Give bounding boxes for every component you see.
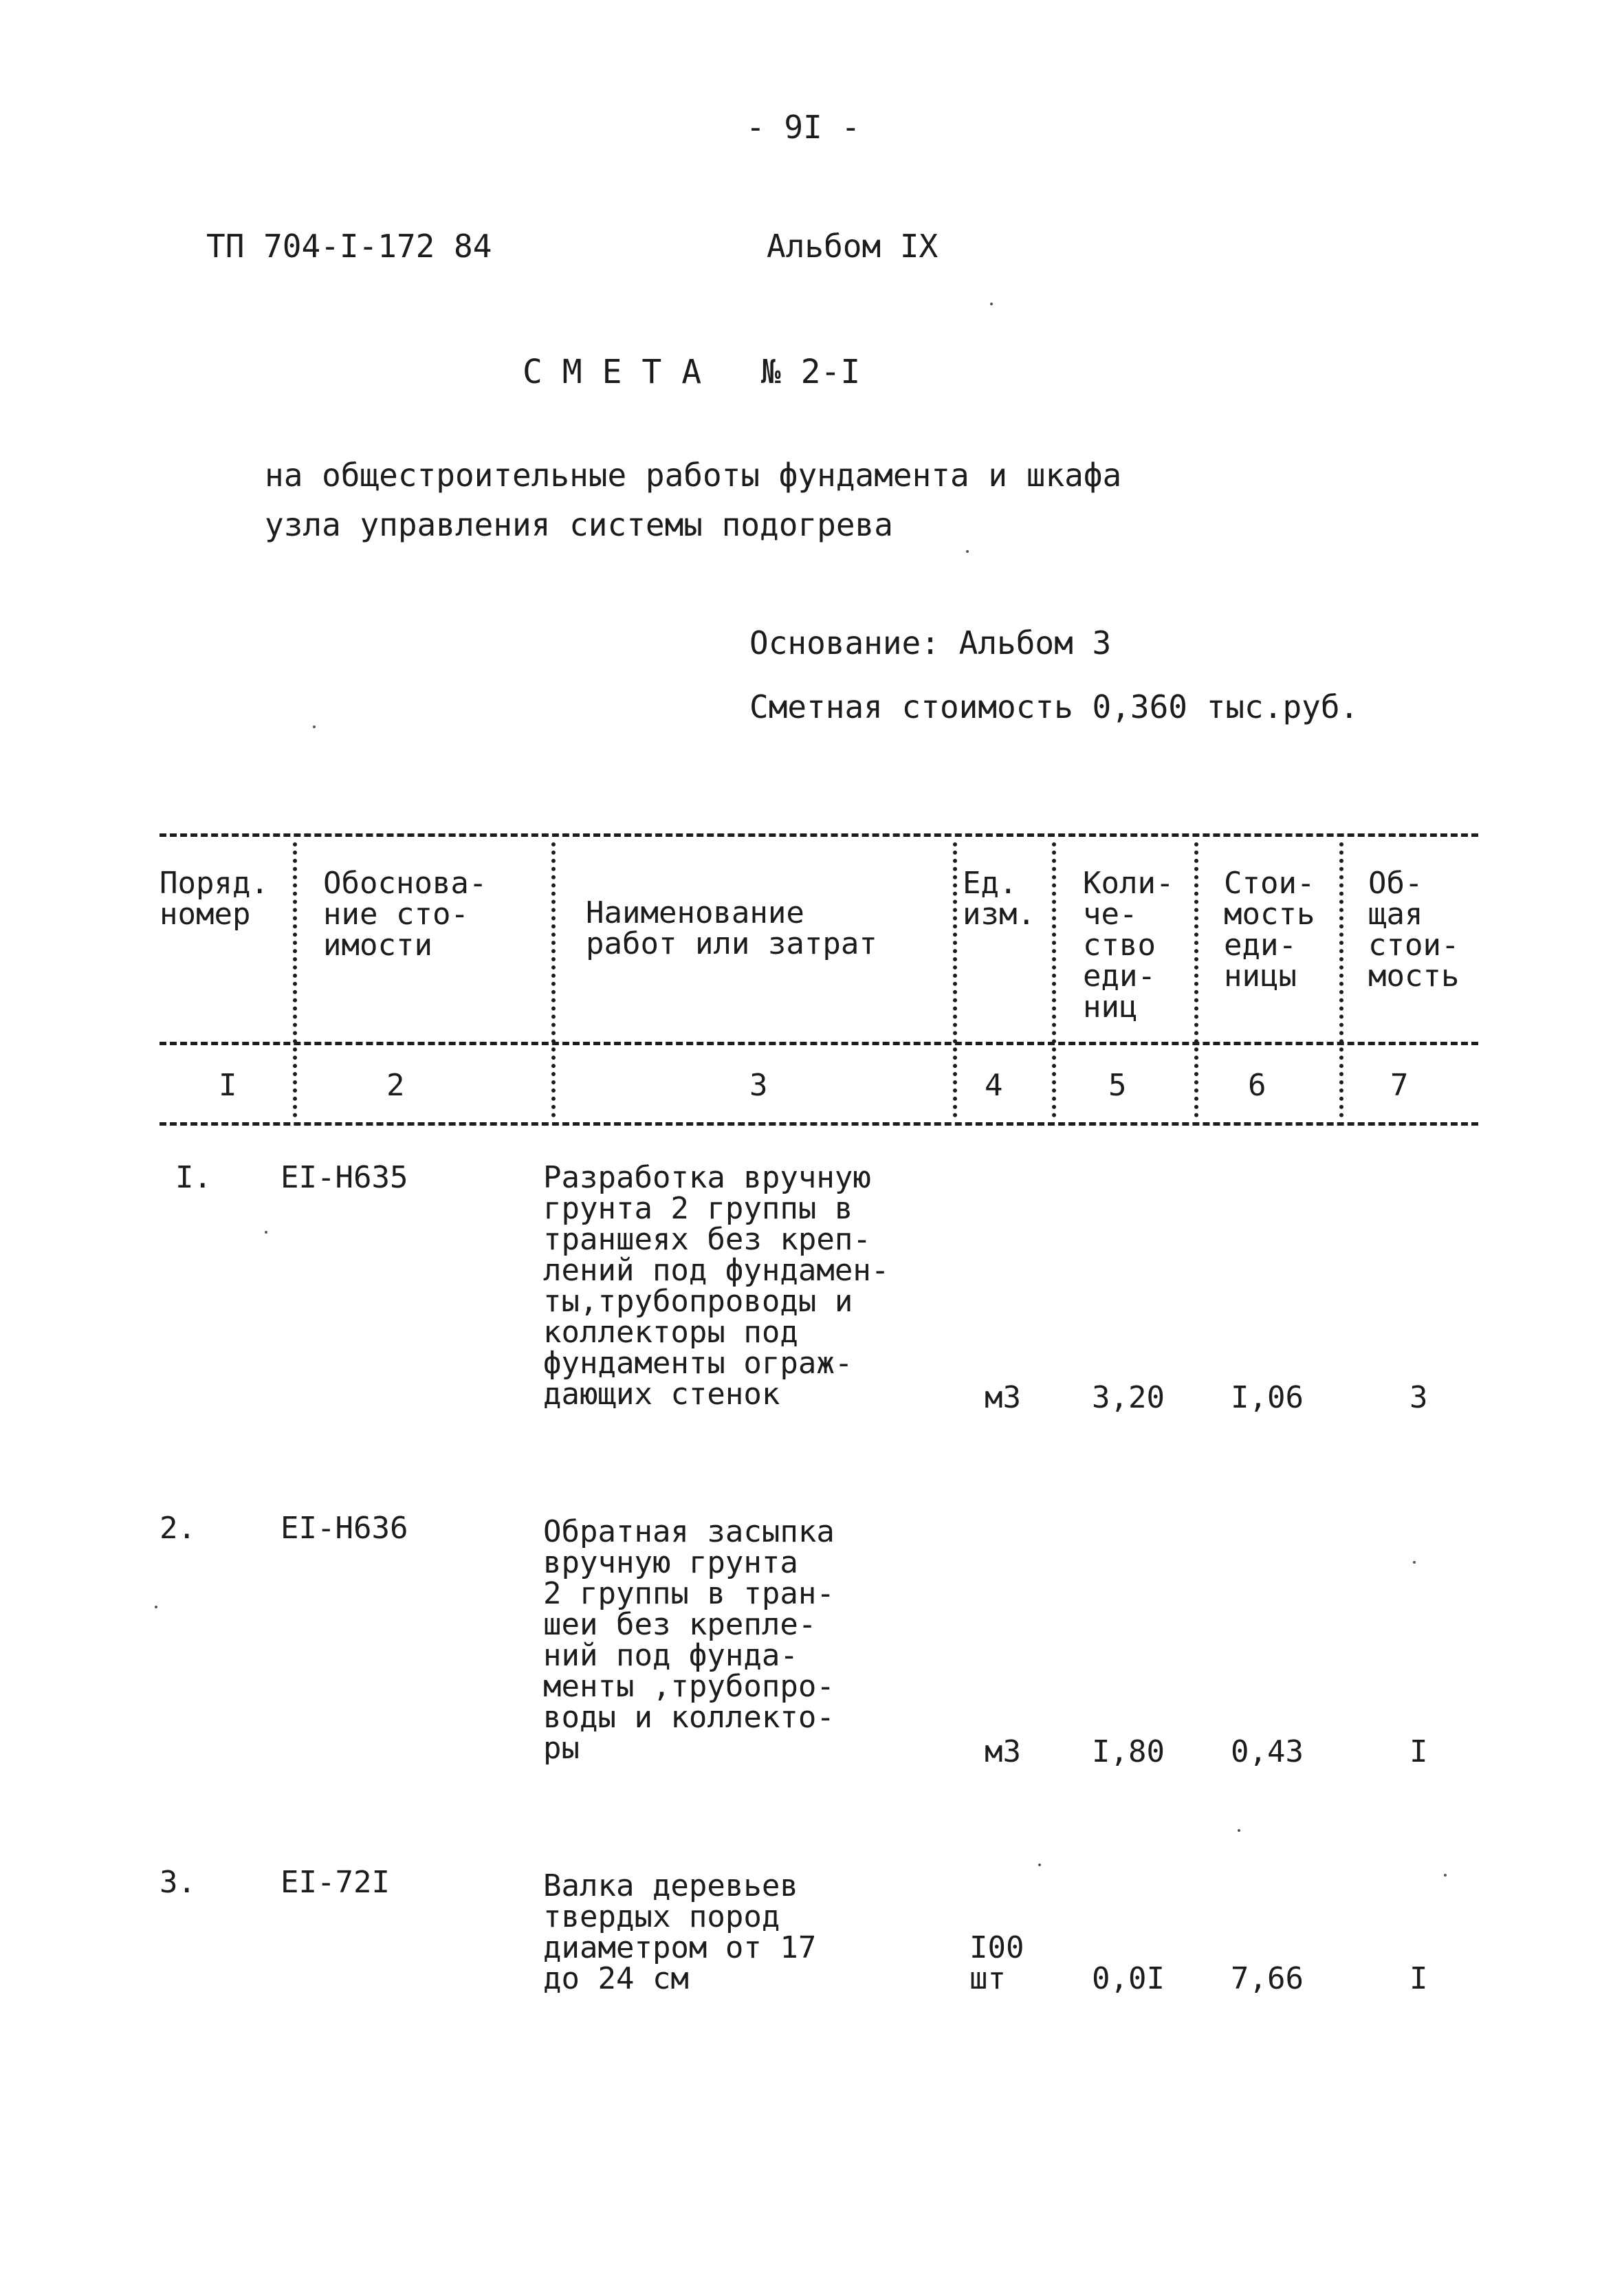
column-number: I xyxy=(219,1068,237,1103)
column-header-quantity: Коли- че- ство еди- ниц xyxy=(1083,866,1174,1025)
column-header-unit-cost: Стои- мость еди- ницы xyxy=(1224,866,1315,994)
column-header-order: Поряд. номер xyxy=(160,866,269,932)
row-basis: EI-H636 xyxy=(281,1511,408,1546)
column-number: 5 xyxy=(1108,1068,1127,1103)
scan-speck xyxy=(1444,1874,1447,1877)
document-subtitle: на общестроительные работы фундамента и шкафа узла управления системы подогрева xyxy=(265,457,1122,543)
row-total: 3 xyxy=(1409,1380,1428,1415)
column-header-unit: Ед. изм. xyxy=(963,866,1035,932)
column-number: 6 xyxy=(1248,1068,1266,1103)
row-name: Обратная засыпка вручную грунта 2 группы в тран- шеи без крепле- ний под фунда- менты ,трубопро- воды и коллекто- ры xyxy=(543,1514,835,1766)
column-number: 2 xyxy=(386,1068,405,1103)
row-number: 3. xyxy=(160,1865,196,1900)
row-number: 2. xyxy=(160,1511,196,1546)
column-header-basis: Обоснова- ние сто- имости xyxy=(323,866,487,963)
row-unit-cost: I,06 xyxy=(1231,1380,1304,1415)
basis-line: Основание: Альбом 3 xyxy=(749,624,1112,662)
page-number: - 9I - xyxy=(746,109,861,146)
column-number: 3 xyxy=(749,1068,768,1103)
scan-speck xyxy=(966,550,969,553)
column-separator xyxy=(1194,842,1198,1117)
row-basis: EI-72I xyxy=(281,1865,390,1900)
scan-speck xyxy=(265,1231,267,1234)
document-title: С М Е Т А № 2-I xyxy=(523,353,861,391)
row-quantity: 0,0I xyxy=(1092,1961,1165,1996)
document-code: ТП 704-I-172 84 xyxy=(206,228,492,265)
column-number: 7 xyxy=(1390,1068,1409,1103)
scan-speck xyxy=(155,1606,157,1608)
row-unit: м3 xyxy=(985,1380,1021,1415)
table-numbers-rule xyxy=(160,1122,1478,1126)
row-total: I xyxy=(1409,1961,1428,1996)
column-separator xyxy=(953,842,957,1117)
scan-speck xyxy=(990,303,993,305)
table-header-rule xyxy=(160,1042,1478,1045)
column-separator xyxy=(1052,842,1056,1117)
estimated-cost-line: Сметная стоимость 0,360 тыс.руб. xyxy=(749,688,1359,725)
row-name: Валка деревьев твердых пород диаметром от 17 до 24 см xyxy=(543,1868,817,1996)
row-name: Разработка вручную грунта 2 группы в траншеях без креп- лений под фундамен- ты,трубопроводы и коллекторы под фундаменты ограж- дающих стенок xyxy=(543,1160,890,1412)
column-header-total: Об- щая стои- мость xyxy=(1368,866,1460,994)
row-unit: м3 xyxy=(985,1734,1021,1769)
scan-speck xyxy=(1038,1863,1041,1866)
column-separator xyxy=(1339,842,1343,1117)
row-unit: I00 шт xyxy=(969,1930,1024,1996)
row-unit-cost: 0,43 xyxy=(1231,1734,1304,1769)
column-number: 4 xyxy=(985,1068,1003,1103)
scan-speck xyxy=(1238,1829,1240,1832)
scan-speck xyxy=(1413,1561,1416,1564)
row-basis: EI-H635 xyxy=(281,1160,408,1195)
row-total: I xyxy=(1409,1734,1428,1769)
column-separator xyxy=(293,842,297,1117)
row-unit-cost: 7,66 xyxy=(1231,1961,1304,1996)
row-quantity: 3,20 xyxy=(1092,1380,1165,1415)
row-number: I. xyxy=(175,1160,212,1195)
column-header-name: Наименование работ или затрат xyxy=(586,895,877,961)
row-quantity: I,80 xyxy=(1092,1734,1165,1769)
scan-speck xyxy=(313,725,316,728)
column-separator xyxy=(551,842,556,1117)
album-label: Альбом IX xyxy=(767,228,939,265)
table-top-rule xyxy=(160,833,1478,837)
